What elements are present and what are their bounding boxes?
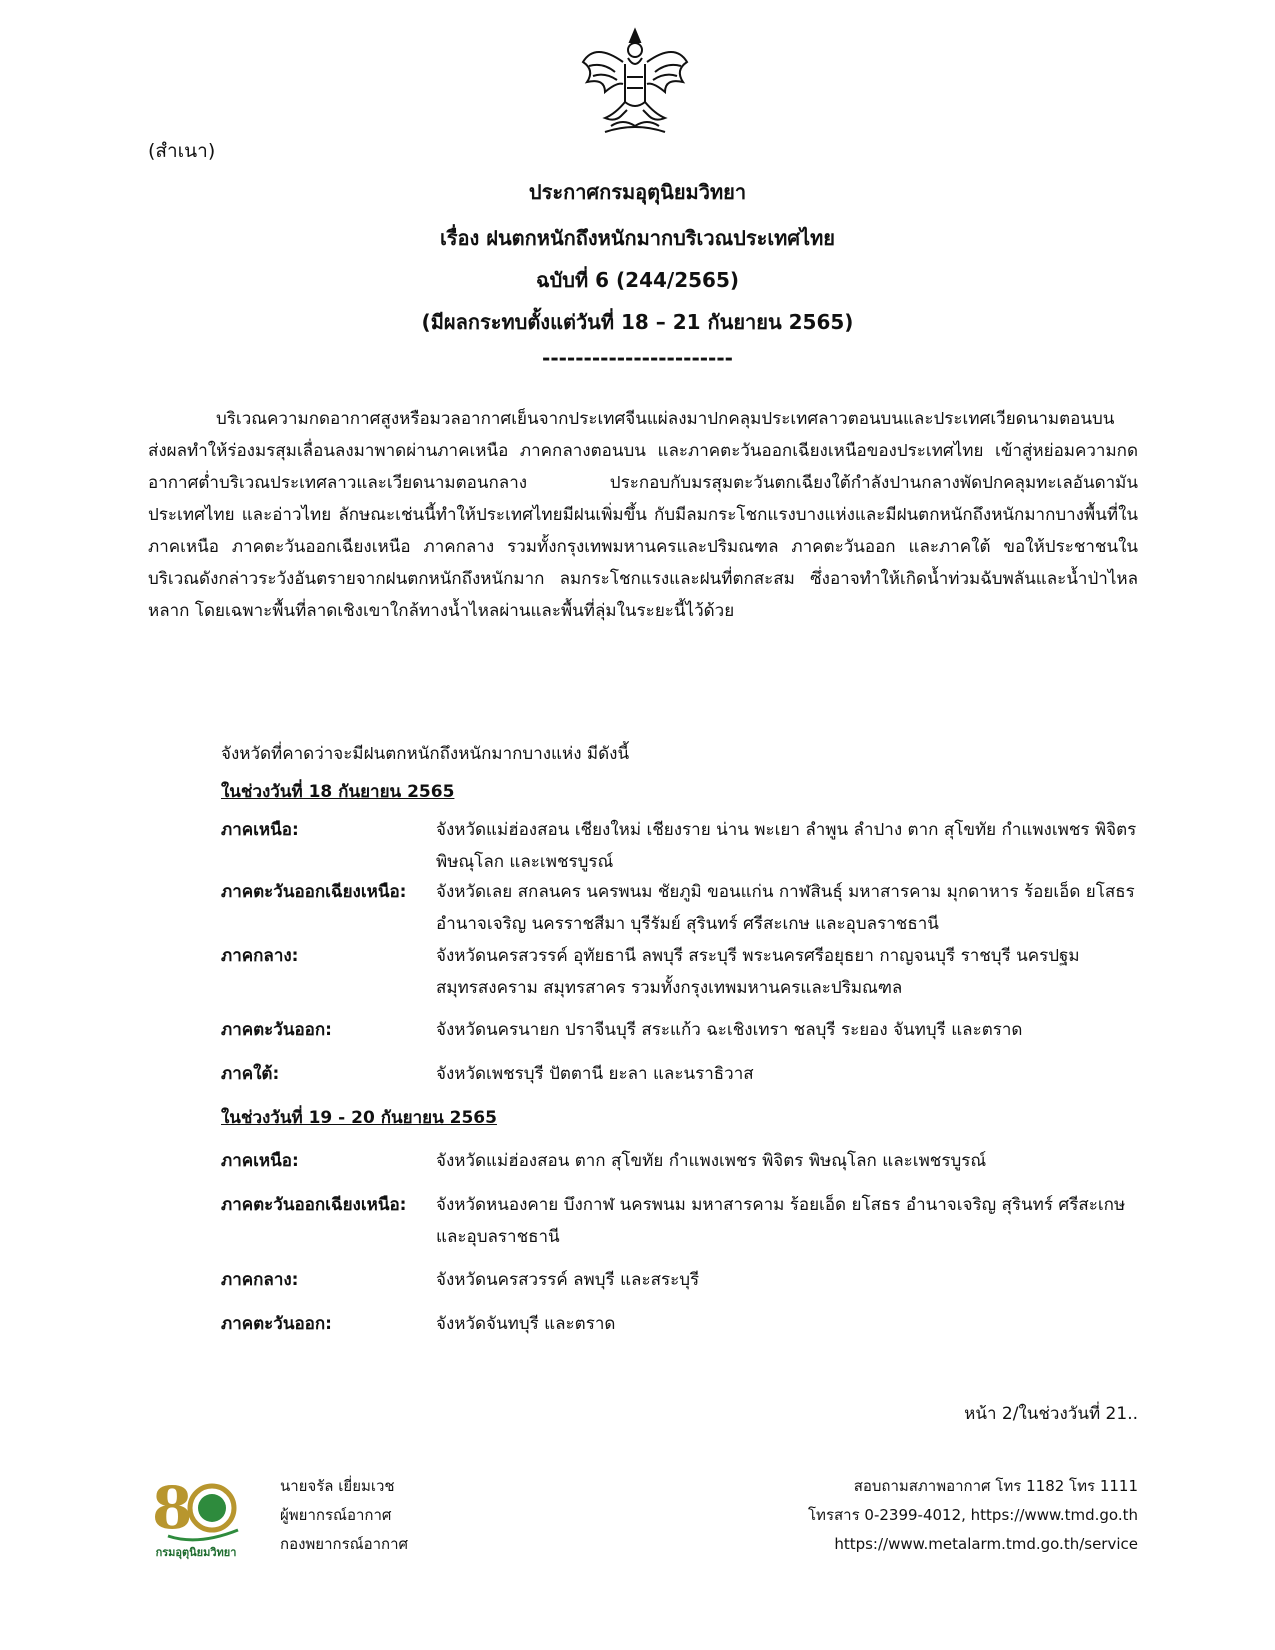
region-provinces: จังหวัดนครสวรรค์ อุทัยธานี ลพบุรี สระบุรี พระนครศรีอยุธยา กาญจนบุรี ราชบุรี นครปฐม สมุทรสงคราม สมุทรสาคร รวมทั้งกรุงเทพมหานครและปริมณฑล xyxy=(436,946,1080,998)
announcement-subject: เรื่อง ฝนตกหนักถึงหนักมากบริเวณประเทศไทย xyxy=(439,226,836,250)
region-provinces: จังหวัดนครสวรรค์ ลพบุรี และสระบุรี xyxy=(436,1270,700,1290)
signatory-block xyxy=(280,1472,408,1559)
tmd-80-anniversary-logo xyxy=(148,1472,244,1560)
region-name: ภาคเหนือ: xyxy=(221,820,299,840)
logo-text: กรมอุตุนิยมวิทยา xyxy=(155,1546,237,1559)
announcement-title: ประกาศกรมอุตุนิยมวิทยา xyxy=(528,180,747,204)
region-provinces: จังหวัดเลย สกลนคร นครพนม ชัยภูมิ ขอนแก่น กาฬสินธุ์ มหาสารคาม มุกดาหาร ร้อยเอ็ด ยโสธร อำนาจเจริญ นครราชสีมา บุรีรัมย์ สุรินทร์ ศรีสะเกษ และอุบลราชธานี xyxy=(436,882,1135,934)
region-provinces: จังหวัดแม่ฮ่องสอน เชียงใหม่ เชียงราย น่าน พะเยา ลำพูน ลำปาง ตาก สุโขทัย กำแพงเพชร พิจิตร พิษณุโลก และเพชรบูรณ์ xyxy=(436,820,1137,872)
region-provinces: จังหวัดแม่ฮ่องสอน ตาก สุโขทัย กำแพงเพชร พิจิตร พิษณุโลก และเพชรบูรณ์ xyxy=(436,1151,987,1171)
period-heading: ในช่วงวันที่ 18 กันยายน 2565 xyxy=(221,782,455,802)
region-provinces: จังหวัดหนองคาย บึงกาฬ นครพนม มหาสารคาม ร้อยเอ็ด ยโสธร อำนาจเจริญ สุรินทร์ ศรีสะเกษ และอุบลราชธานี xyxy=(436,1195,1126,1247)
svg-text:8: 8 xyxy=(152,1474,193,1542)
region-provinces: จังหวัดนครนายก ปราจีนบุรี สระแก้ว ฉะเชิงเทรา ชลบุรี ระยอง จันทบุรี และตราด xyxy=(436,1020,1023,1040)
next-page-note: หน้า 2/ในช่วงวันที่ 21.. xyxy=(964,1404,1138,1424)
region-name: ภาคกลาง: xyxy=(221,1270,299,1290)
garuda-emblem xyxy=(575,22,695,142)
signatory-position: ผู้พยากรณ์อากาศ xyxy=(280,1506,392,1524)
contact-fax-website[interactable]: โทรสาร 0-2399-4012, https://www.tmd.go.th xyxy=(808,1506,1138,1524)
contact-phone: สอบถามสภาพอากาศ โทร 1182 โทร 1111 xyxy=(853,1477,1138,1495)
main-paragraph: บริเวณความกดอากาศสูงหรือมวลอากาศเย็นจากประเทศจีนแผ่ลงมาปกคลุมประเทศลาวตอนบนและประเทศเวียดนามตอนบน ส่งผลทำให้ร่องมรสุมเลื่อนลงมาพาดผ่านภาคเหนือ ภาคกลางตอนบน และภาคตะวันออกเฉียงเหนือของประเทศไทย เข้าสู่หย่อมความกดอากาศต่ำบริเวณประเทศลาวและเวียดนามตอนกลาง ประกอบกับมรสุมตะวันตกเฉียงใต้กำลังปานกลางพัดปกคลุมทะเลอันดามัน ประเทศไทย และอ่าวไทย ลักษณะเช่นนี้ทำให้ประเทศไทยมีฝนเพิ่มขึ้น กับมีลมกระโชกแรงบางแห่งและมีฝนตกหนักถึงหนักมากบางพื้นที่ในภาคเหนือ ภาคตะวันออกเฉียงเหนือ ภาคกลาง รวมทั้งกรุงเทพมหานครและปริมณฑล ภาคตะวันออก และภาคใต้ ขอให้ประชาชนในบริเวณดังกล่าวระวังอันตรายจากฝนตกหนักถึงหนักมาก ลมกระโชกแรงและฝนที่ตกสะสม ซึ่งอาจทำให้เกิดน้ำท่วมฉับพลันและน้ำป่าไหลหลาก โดยเฉพาะพื้นที่ลาดเชิงเขาใกล้ทางน้ำไหลผ่านและพื้นที่ลุ่มในระยะนี้ไว้ด้วย xyxy=(148,409,1138,621)
copy-label: (สำเนา) xyxy=(148,140,216,162)
region-name: ภาคตะวันออกเฉียงเหนือ: xyxy=(221,882,407,902)
provinces-intro: จังหวัดที่คาดว่าจะมีฝนตกหนักถึงหนักมากบางแห่ง มีดังนี้ xyxy=(221,744,630,764)
region-name: ภาคตะวันออก: xyxy=(221,1020,332,1040)
region-name: ภาคกลาง: xyxy=(221,946,299,966)
period-heading: ในช่วงวันที่ 19 - 20 กันยายน 2565 xyxy=(221,1108,497,1128)
region-provinces: จังหวัดเพชรบุรี ปัตตานี ยะลา และนราธิวาส xyxy=(436,1064,754,1084)
title-separator: ----------------------- xyxy=(542,346,733,370)
contact-block xyxy=(808,1472,1138,1559)
region-name: ภาคตะวันออก: xyxy=(221,1314,332,1334)
signatory-division: กองพยากรณ์อากาศ xyxy=(280,1535,409,1553)
announcement-issue: ฉบับที่ 6 (244/2565) xyxy=(535,268,740,292)
region-name: ภาคเหนือ: xyxy=(221,1151,299,1171)
announcement-effective-dates: (มีผลกระทบตั้งแต่วันที่ 18 – 21 กันยายน 2565) xyxy=(421,310,854,334)
signatory-name: นายจรัล เยี่ยมเวช xyxy=(280,1477,395,1495)
contact-service-link[interactable]: https://www.metalarm.tmd.go.th/service xyxy=(834,1535,1138,1553)
region-provinces: จังหวัดจันทบุรี และตราด xyxy=(436,1314,616,1334)
region-name: ภาคใต้: xyxy=(221,1064,280,1084)
region-name: ภาคตะวันออกเฉียงเหนือ: xyxy=(221,1195,407,1215)
